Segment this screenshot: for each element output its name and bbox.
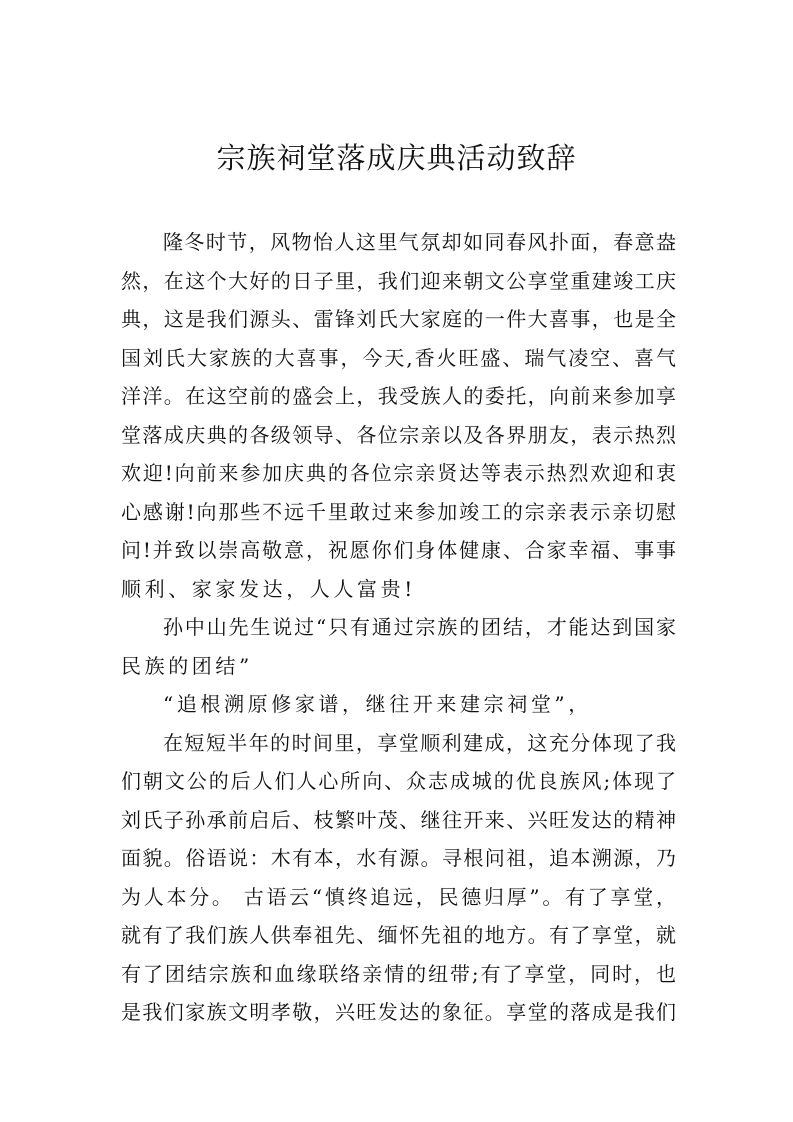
text-line: 是我们家族文明孝敬，兴旺发达的象征。享堂的落成是我们	[121, 1000, 676, 1024]
text-line: 隆冬时节，风物怡人这里气氛却如同春风扑面，春意盎	[163, 230, 676, 254]
paragraph	[121, 685, 676, 724]
text-line: 孙中山先生说过“只有通过宗族的团结，才能达到国家	[163, 615, 676, 639]
text-line: 们朝文公的后人们人心所向、众志成城的优良族风;体现了	[121, 769, 676, 793]
text-line: 欢迎!向前来参加庆典的各位宗亲贤达等表示热烈欢迎和衷	[121, 461, 676, 485]
document-title: 宗族祠堂落成庆典活动致辞	[216, 141, 577, 175]
text-line: 在短短半年的时间里，享堂顺利建成，这充分体现了我	[163, 730, 676, 755]
text-line: 民族的团结”	[121, 653, 253, 678]
text-line: 堂落成庆典的各级领导、各位宗亲以及各界朋友，表示热烈	[121, 422, 676, 447]
text-line: 然，在这个大好的日子里，我们迎来朝文公享堂重建竣工庆	[121, 268, 676, 293]
text-line: 为人本分。 古语云“慎终追远，民德归厚”。有了享堂，	[121, 884, 676, 909]
text-line: 刘氏子孙承前启后、枝繁叶茂、继往开来、兴旺发达的精神	[121, 807, 676, 832]
text-line: 心感谢!向那些不远千里敢过来参加竣工的宗亲表示亲切慰	[121, 499, 676, 524]
text-line: 面貌。俗语说：木有本，水有源。寻根问祖，追本溯源，乃	[121, 846, 676, 870]
text-line: 有了团结宗族和血缘联络亲情的纽带;有了享堂，同时，也	[121, 961, 676, 986]
text-line: 国刘氏大家族的大喜事，今天,香火旺盛、瑞气凌空、喜气	[121, 345, 676, 370]
text-line: 就有了我们族人供奉祖先、缅怀先祖的地方。有了享堂，就	[121, 923, 676, 947]
text-line: 洋洋。在这空前的盛会上，我受族人的委托，向前来参加享	[121, 384, 676, 408]
text-line: 顺利、家家发达，人人富贵!	[121, 576, 416, 601]
text-line: 问!并致以崇高敬意，祝愿你们身体健康、合家幸福、事事	[121, 538, 676, 562]
paragraph	[121, 608, 676, 685]
document-body	[121, 223, 676, 1032]
paragraph	[121, 223, 676, 608]
text-line: 典，这是我们源头、雷锋刘氏大家庭的一件大喜事，也是全	[121, 307, 676, 331]
text-line: “追根溯原修家谱，继往开来建宗祠堂”，	[163, 692, 592, 716]
paragraph	[121, 724, 676, 1032]
